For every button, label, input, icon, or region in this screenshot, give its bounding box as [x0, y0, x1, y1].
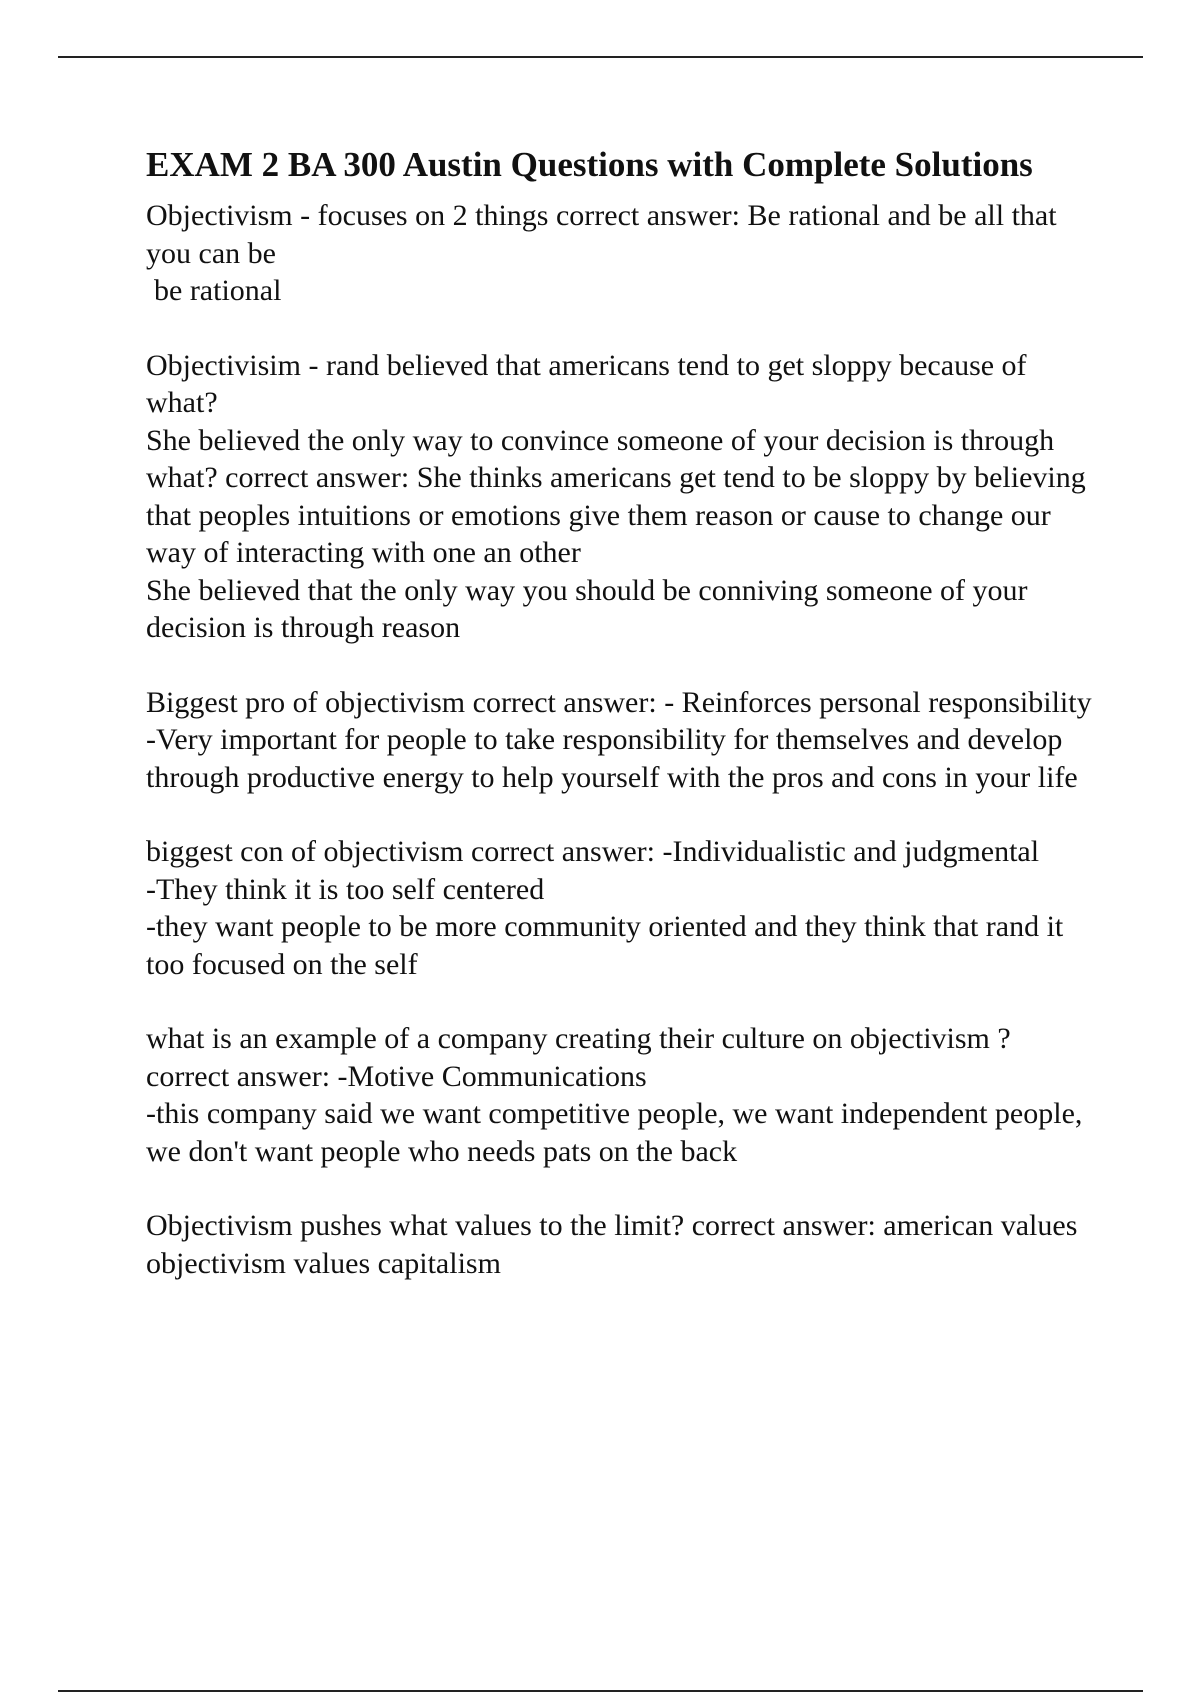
qa-line: Objectivism pushes what values to the limit? correct answer: american values [146, 1209, 1078, 1242]
top-rule [58, 56, 1143, 58]
qa-line: She believed that the only way you should be conniving someone of your decision is through reason [146, 573, 1028, 644]
bottom-rule [58, 1690, 1143, 1692]
qa-line: Objectivism - focuses on 2 things correct answer: Be rational and be all that you can be [146, 199, 1057, 270]
qa-entry-5 [146, 1020, 1096, 1170]
qa-entry-2 [146, 347, 1096, 647]
qa-line: objectivism values capitalism [146, 1246, 501, 1280]
qa-line: be rational [154, 274, 282, 307]
qa-line: -They think it is too self centered [146, 872, 545, 906]
qa-line: Biggest pro of objectivism correct answer: - Reinforces personal responsibility [146, 685, 1092, 719]
document-title: EXAM 2 BA 300 Austin Questions with Complete Solutions [146, 145, 1033, 184]
qa-line: biggest con of objectivism correct answer: -Individualistic and judgmental [146, 835, 1040, 868]
qa-line: what is an example of a company creating their culture on objectivism ? correct answer: -Motive Communications [146, 1022, 1011, 1093]
qa-line: -Very important for people to take responsibility for themselves and develop through productive energy to help yourself with the pros and cons in your life [146, 723, 1078, 794]
qa-entry-4 [146, 833, 1096, 983]
qa-line: -this company said we want competitive people, we want independent people, we don't want people who needs pats on the back [146, 1097, 1083, 1168]
qa-entry-1 [146, 197, 1096, 310]
document-body [146, 141, 1096, 1319]
qa-line: She believed the only way to convince someone of your decision is through what? correct answer: She thinks americans get tend to be sloppy by believing that peoples intuitions or emotions give them reason or cause to change our way of interacting with one an other [146, 423, 1086, 569]
qa-line: Objectivisim - rand believed that americans tend to get sloppy because of what? [146, 348, 1027, 419]
qa-line: -they want people to be more community oriented and they think that rand it too focused on the self [146, 910, 1064, 981]
qa-entry-6 [146, 1207, 1096, 1282]
qa-entry-3 [146, 684, 1096, 797]
